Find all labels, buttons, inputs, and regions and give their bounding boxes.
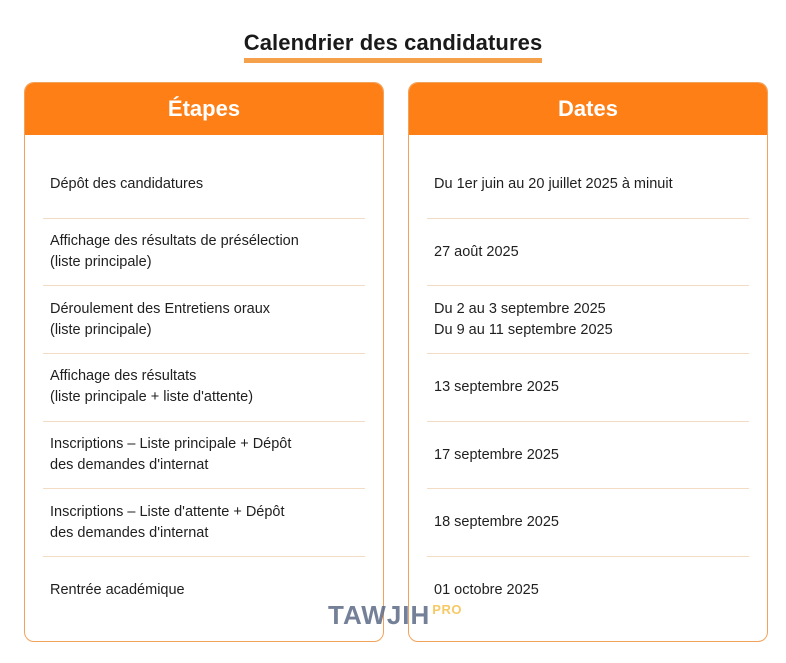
- steps-card: [24, 82, 384, 642]
- date-row: [427, 557, 749, 625]
- step-row-line: Inscriptions – Liste principale + Dépôt: [50, 436, 292, 453]
- date-row: [427, 219, 749, 287]
- date-row-line: 17 septembre 2025: [434, 446, 559, 463]
- step-row-text: [50, 299, 270, 341]
- step-row-text: [50, 231, 299, 273]
- date-row-line: Du 9 au 11 septembre 2025: [434, 321, 613, 338]
- date-row-text: [434, 242, 519, 263]
- watermark-brand: TAWJIH: [328, 600, 431, 630]
- date-row-line: 13 septembre 2025: [434, 378, 559, 395]
- page-title: Calendrier des candidatures: [244, 30, 543, 63]
- step-row-line: Affichage des résultats: [50, 368, 197, 385]
- step-row-text: [50, 434, 291, 476]
- title-wrap: [0, 30, 786, 63]
- date-row: [427, 151, 749, 219]
- dates-header: Dates: [409, 83, 767, 135]
- date-row-text: [434, 299, 613, 341]
- step-row-line: (liste principale): [50, 254, 152, 271]
- date-row: [427, 489, 749, 557]
- step-row: [43, 422, 365, 490]
- step-row-line: Affichage des résultats de présélection: [50, 233, 299, 250]
- step-row-line: Dépôt des candidatures: [50, 175, 204, 192]
- step-row: [43, 489, 365, 557]
- dates-list: [409, 135, 767, 625]
- step-row-text: [50, 502, 285, 544]
- watermark-logo: [328, 600, 462, 631]
- step-row-line: (liste principale): [50, 321, 152, 338]
- step-row-text: [50, 174, 203, 195]
- date-row-text: [434, 377, 559, 398]
- date-row-text: [434, 512, 559, 533]
- step-row-line: des demandes d'internat: [50, 457, 209, 474]
- date-row-text: [434, 580, 539, 601]
- steps-header: Étapes: [25, 83, 383, 135]
- date-row-line: Du 1er juin au 20 juillet 2025 à minuit: [434, 175, 673, 192]
- date-row: [427, 354, 749, 422]
- date-row-line: Du 2 au 3 septembre 2025: [434, 300, 606, 317]
- step-row-text: [50, 366, 253, 408]
- step-row-line: Déroulement des Entretiens oraux: [50, 300, 271, 317]
- date-row-text: [434, 445, 559, 466]
- date-row-line: 18 septembre 2025: [434, 514, 559, 531]
- date-row: [427, 286, 749, 354]
- step-row: [43, 354, 365, 422]
- step-row-line: des demandes d'internat: [50, 524, 209, 541]
- watermark-suffix: PRO: [432, 602, 462, 617]
- date-row-line: 01 octobre 2025: [434, 582, 539, 599]
- steps-list: [25, 135, 383, 625]
- date-row-text: [434, 174, 673, 195]
- step-row-text: [50, 580, 185, 601]
- step-row: [43, 557, 365, 625]
- step-row-line: (liste principale + liste d'attente): [50, 389, 254, 406]
- step-row: [43, 151, 365, 219]
- dates-card: [408, 82, 768, 642]
- step-row-line: Inscriptions – Liste d'attente + Dépôt: [50, 503, 285, 520]
- date-row-line: 27 août 2025: [434, 243, 519, 260]
- step-row: [43, 219, 365, 287]
- step-row-line: Rentrée académique: [50, 582, 185, 599]
- date-row: [427, 422, 749, 490]
- step-row: [43, 286, 365, 354]
